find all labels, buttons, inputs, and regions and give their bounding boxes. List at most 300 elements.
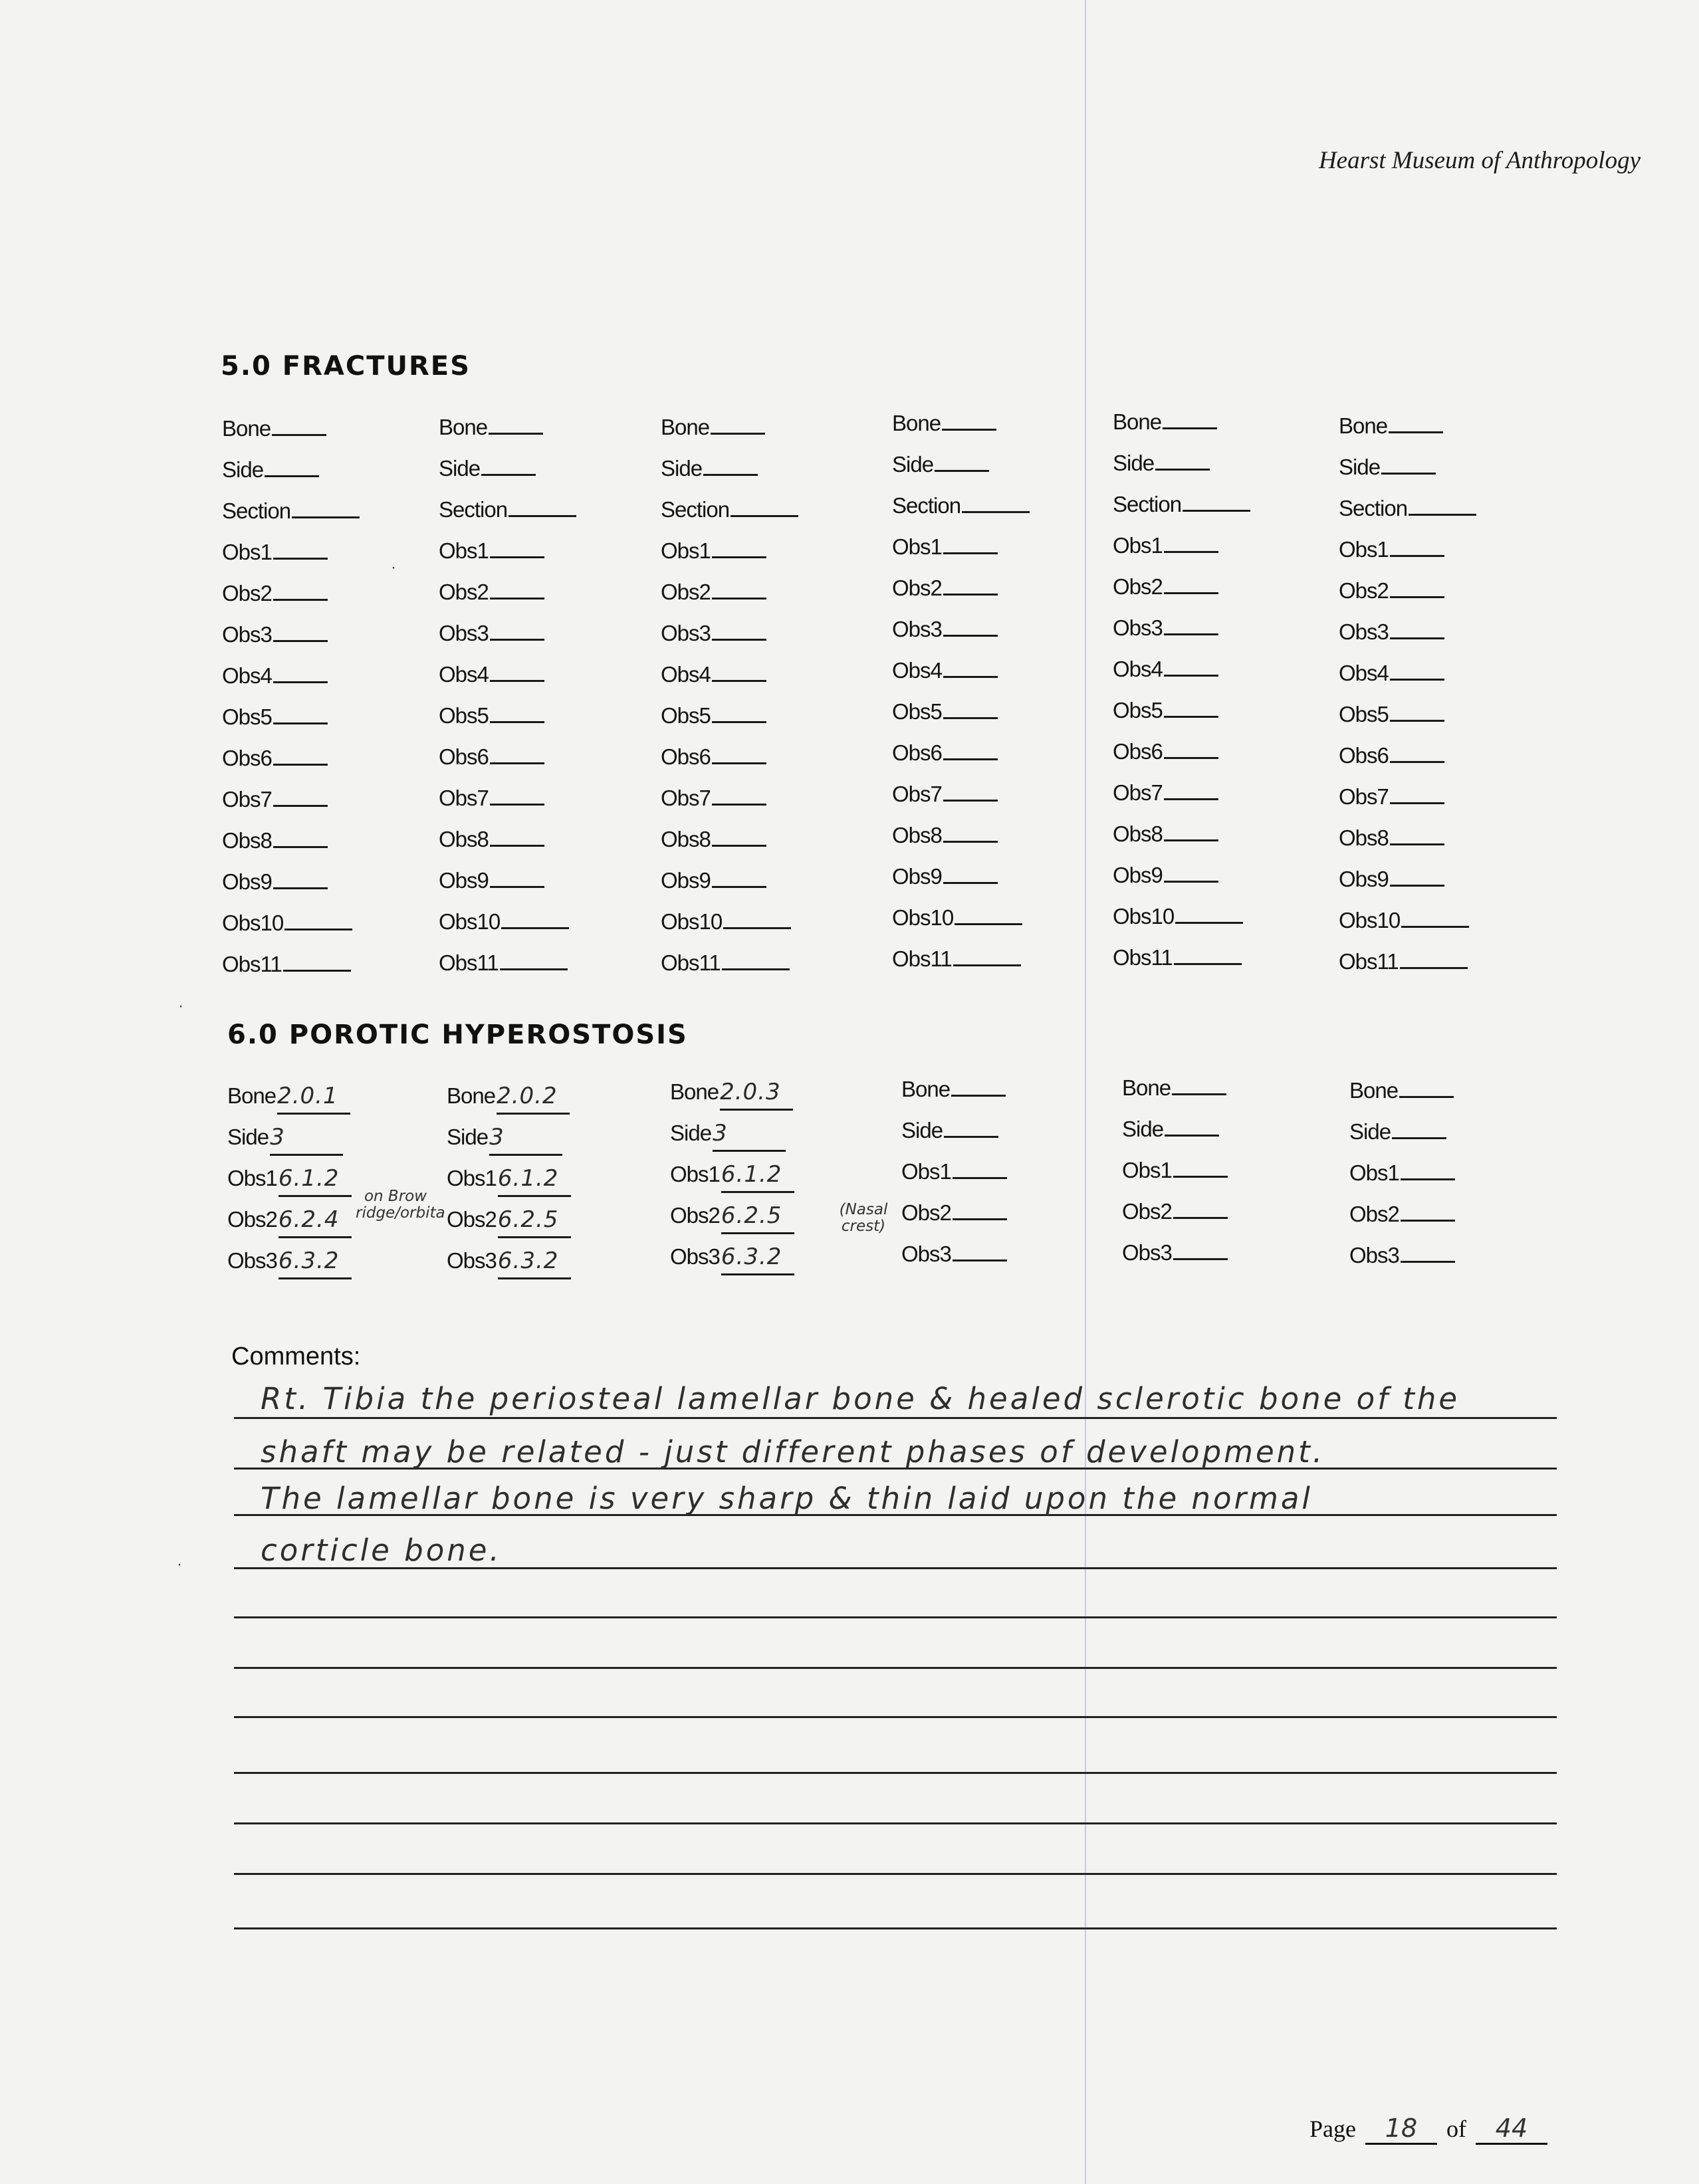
porotic-handwritten-value[interactable]: 6.3.2 bbox=[279, 1251, 352, 1279]
porotic-field bbox=[1122, 1191, 1228, 1232]
fractures-section-title: 5.0 FRACTURES bbox=[221, 351, 471, 382]
fracture-field-label: Obs8 bbox=[439, 827, 489, 851]
porotic-handwritten-value[interactable]: 2.0.1 bbox=[277, 1086, 350, 1115]
institution-header: Hearst Museum of Anthropology bbox=[1318, 147, 1641, 174]
porotic-field-label: Obs1 bbox=[1122, 1158, 1172, 1182]
fracture-field bbox=[1339, 941, 1476, 982]
fracture-field-label: Obs9 bbox=[892, 864, 942, 889]
fracture-input-blank[interactable] bbox=[943, 612, 998, 637]
comment-rule bbox=[234, 1716, 1557, 1718]
fracture-field-label: Obs4 bbox=[661, 662, 711, 687]
porotic-field bbox=[227, 1240, 352, 1281]
porotic-note-nasal-crest: (Nasal crest) bbox=[839, 1201, 888, 1235]
porotic-input-blank[interactable] bbox=[1173, 1194, 1228, 1219]
fracture-input-blank[interactable] bbox=[1390, 532, 1444, 557]
comment-rule bbox=[234, 1772, 1557, 1774]
fracture-field-label: Obs10 bbox=[892, 905, 954, 930]
porotic-field-label: Obs2 bbox=[447, 1207, 497, 1232]
porotic-field-label: Obs2 bbox=[1122, 1199, 1172, 1224]
fracture-input-blank[interactable] bbox=[712, 699, 766, 723]
fracture-field bbox=[1339, 529, 1476, 570]
fracture-field bbox=[661, 695, 798, 736]
fractures-column bbox=[222, 408, 360, 985]
porotic-field bbox=[447, 1240, 571, 1281]
comment-line-4: corticle bone. bbox=[261, 1533, 502, 1568]
fracture-field bbox=[892, 815, 1030, 856]
porotic-note-brow-ridge: on Brow ridge/orbita bbox=[356, 1188, 445, 1222]
fracture-input-blank[interactable] bbox=[712, 740, 766, 764]
fracture-field bbox=[892, 856, 1030, 897]
porotic-field bbox=[1122, 1109, 1228, 1150]
fracture-input-blank[interactable] bbox=[943, 777, 998, 802]
fracture-field-label: Obs11 bbox=[1113, 945, 1173, 970]
fracture-field-label: Obs5 bbox=[661, 703, 711, 728]
porotic-input-blank[interactable] bbox=[1173, 1153, 1228, 1178]
fracture-field bbox=[1113, 443, 1250, 484]
fracture-field bbox=[1113, 772, 1250, 814]
porotic-input-blank[interactable] bbox=[1172, 1071, 1226, 1095]
fracture-field bbox=[661, 778, 798, 819]
fracture-input-blank[interactable] bbox=[1401, 903, 1469, 928]
fractures-column bbox=[1339, 405, 1476, 982]
fracture-input-blank[interactable] bbox=[1164, 570, 1218, 594]
fracture-input-blank[interactable] bbox=[490, 534, 544, 558]
fracture-field-label: Obs3 bbox=[439, 621, 489, 645]
fracture-field bbox=[1339, 488, 1476, 529]
porotic-input-blank[interactable] bbox=[1399, 1073, 1454, 1098]
porotic-field-label: Obs1 bbox=[670, 1162, 720, 1186]
porotic-handwritten-value[interactable]: 3 bbox=[270, 1127, 343, 1156]
porotic-field bbox=[447, 1199, 571, 1240]
fracture-field-label: Bone bbox=[1339, 413, 1388, 438]
porotic-handwritten-value[interactable]: 6.1.2 bbox=[721, 1164, 794, 1193]
of-label: of bbox=[1446, 2116, 1466, 2142]
fracture-input-blank[interactable] bbox=[943, 859, 998, 884]
fracture-field-label: Bone bbox=[892, 411, 941, 435]
page-footer bbox=[1309, 2114, 1557, 2145]
porotic-handwritten-value[interactable]: 6.1.2 bbox=[279, 1168, 352, 1197]
fracture-input-blank[interactable] bbox=[1390, 656, 1444, 681]
fracture-field bbox=[661, 942, 798, 984]
comment-line-3: The lamellar bone is very sharp & thin laid upon the normal bbox=[261, 1481, 1313, 1516]
fracture-input-blank[interactable] bbox=[953, 942, 1021, 966]
fracture-field bbox=[222, 779, 360, 820]
fracture-field-label: Obs11 bbox=[439, 950, 499, 975]
fracture-field bbox=[439, 448, 576, 489]
fracture-field-label: Obs1 bbox=[892, 534, 942, 559]
fracture-input-blank[interactable] bbox=[273, 782, 328, 807]
fracture-field-label: Obs8 bbox=[661, 827, 711, 851]
fracture-input-blank[interactable] bbox=[731, 492, 798, 517]
fracture-field-label: Obs1 bbox=[1339, 537, 1389, 562]
fracture-field bbox=[1113, 731, 1250, 772]
fracture-input-blank[interactable] bbox=[490, 699, 544, 723]
porotic-field-label: Bone bbox=[227, 1083, 277, 1108]
stray-mark: · bbox=[391, 558, 396, 576]
fracture-field-label: Obs9 bbox=[1113, 863, 1163, 887]
fracture-input-blank[interactable] bbox=[272, 411, 326, 436]
porotic-field bbox=[227, 1075, 352, 1117]
fracture-field-label: Obs10 bbox=[439, 909, 501, 934]
fracture-field bbox=[1339, 653, 1476, 694]
fracture-input-blank[interactable] bbox=[943, 736, 998, 760]
fracture-field-label: Side bbox=[661, 456, 703, 481]
fracture-input-blank[interactable] bbox=[273, 576, 328, 601]
fracture-field bbox=[661, 654, 798, 695]
fracture-field bbox=[1113, 855, 1250, 896]
fracture-field bbox=[439, 530, 576, 572]
porotic-input-blank[interactable] bbox=[951, 1072, 1006, 1097]
porotic-field bbox=[227, 1158, 352, 1199]
fracture-input-blank[interactable] bbox=[1390, 821, 1444, 845]
fracture-field bbox=[892, 897, 1030, 938]
stray-mark: · bbox=[178, 997, 183, 1015]
fracture-input-blank[interactable] bbox=[490, 863, 544, 888]
fracture-input-blank[interactable] bbox=[712, 863, 766, 888]
fracture-input-blank[interactable] bbox=[509, 492, 576, 517]
fracture-field-label: Obs11 bbox=[1339, 949, 1399, 974]
porotic-field bbox=[670, 1154, 794, 1195]
fracture-input-blank[interactable] bbox=[711, 410, 765, 435]
fracture-field bbox=[661, 407, 798, 448]
porotic-field-label: Bone bbox=[1122, 1075, 1171, 1100]
fracture-field bbox=[222, 408, 360, 449]
fracture-field-label: Obs7 bbox=[439, 786, 489, 810]
fracture-input-blank[interactable] bbox=[273, 823, 328, 848]
fracture-field bbox=[1339, 611, 1476, 653]
fracture-input-blank[interactable] bbox=[500, 946, 568, 970]
porotic-input-blank[interactable] bbox=[1401, 1197, 1455, 1222]
fracture-field bbox=[892, 485, 1030, 526]
fracture-input-blank[interactable] bbox=[283, 947, 351, 972]
fracture-input-blank[interactable] bbox=[1164, 611, 1218, 635]
fracture-input-blank[interactable] bbox=[1174, 940, 1242, 965]
fracture-input-blank[interactable] bbox=[1164, 693, 1218, 718]
fracture-field-label: Bone bbox=[439, 415, 488, 439]
fracture-field bbox=[661, 448, 798, 489]
fracture-input-blank[interactable] bbox=[712, 534, 766, 558]
fracture-field bbox=[439, 654, 576, 695]
fracture-field-label: Obs9 bbox=[661, 868, 711, 893]
fracture-field bbox=[439, 613, 576, 654]
fracture-field bbox=[892, 650, 1030, 691]
fracture-input-blank[interactable] bbox=[490, 575, 544, 600]
porotic-input-blank[interactable] bbox=[953, 1196, 1007, 1220]
porotic-field bbox=[901, 1234, 1007, 1275]
fracture-field bbox=[1339, 447, 1476, 488]
fracture-field-label: Obs6 bbox=[1113, 739, 1163, 764]
fracture-input-blank[interactable] bbox=[723, 905, 791, 929]
fracture-input-blank[interactable] bbox=[1164, 858, 1218, 883]
porotic-field-label: Obs2 bbox=[1349, 1202, 1399, 1226]
porotic-field bbox=[670, 1113, 794, 1154]
fracture-field-label: Section bbox=[222, 498, 291, 523]
fracture-field bbox=[661, 572, 798, 613]
fracture-input-blank[interactable] bbox=[712, 781, 766, 806]
fracture-field-label: Obs6 bbox=[222, 746, 272, 770]
porotic-field bbox=[1122, 1067, 1228, 1109]
fracture-field-label: Bone bbox=[661, 415, 710, 439]
fracture-input-blank[interactable] bbox=[1390, 697, 1444, 722]
fracture-field-label: Obs2 bbox=[439, 580, 489, 604]
comment-rule bbox=[234, 1616, 1557, 1618]
porotic-field-label: Side bbox=[901, 1118, 943, 1143]
fracture-field bbox=[1113, 937, 1250, 978]
fracture-input-blank[interactable] bbox=[501, 905, 569, 929]
porotic-field-label: Obs1 bbox=[227, 1166, 277, 1190]
fracture-input-blank[interactable] bbox=[1390, 738, 1444, 763]
fracture-input-blank[interactable] bbox=[1400, 944, 1468, 969]
fracture-field-label: Section bbox=[1113, 492, 1182, 516]
fracture-field bbox=[1339, 694, 1476, 735]
fracture-input-blank[interactable] bbox=[1390, 780, 1444, 804]
porotic-field bbox=[447, 1117, 571, 1158]
fracture-field-label: Obs5 bbox=[1339, 702, 1389, 726]
fracture-input-blank[interactable] bbox=[1390, 574, 1444, 598]
fracture-input-blank[interactable] bbox=[273, 741, 328, 766]
fracture-input-blank[interactable] bbox=[1164, 776, 1218, 800]
comment-rule bbox=[234, 1873, 1557, 1875]
fracture-field bbox=[892, 526, 1030, 568]
fracture-field-label: Side bbox=[1113, 451, 1155, 475]
fracture-field bbox=[1339, 735, 1476, 776]
porotic-handwritten-value[interactable]: 6.3.2 bbox=[721, 1247, 794, 1275]
fracture-input-blank[interactable] bbox=[1164, 652, 1218, 677]
fracture-input-blank[interactable] bbox=[490, 781, 544, 806]
porotic-field bbox=[670, 1195, 794, 1236]
fracture-input-blank[interactable] bbox=[712, 616, 766, 641]
fracture-input-blank[interactable] bbox=[490, 657, 544, 682]
fracture-input-blank[interactable] bbox=[712, 575, 766, 600]
fractures-column bbox=[661, 407, 798, 984]
fracture-field-label: Obs10 bbox=[222, 911, 284, 935]
fracture-field bbox=[1339, 900, 1476, 941]
porotic-field-label: Obs3 bbox=[670, 1244, 720, 1269]
fracture-field bbox=[439, 778, 576, 819]
fracture-input-blank[interactable] bbox=[292, 494, 360, 518]
fracture-input-blank[interactable] bbox=[1381, 450, 1436, 475]
porotic-field-label: Obs3 bbox=[901, 1242, 951, 1266]
fracture-field bbox=[439, 819, 576, 860]
fracture-field bbox=[222, 449, 360, 491]
fracture-field-label: Obs2 bbox=[892, 576, 942, 600]
fracture-field-label: Obs2 bbox=[1113, 574, 1163, 599]
porotic-field-label: Obs1 bbox=[1349, 1160, 1399, 1185]
fracture-field bbox=[892, 691, 1030, 732]
fracture-field-label: Obs9 bbox=[222, 869, 272, 894]
porotic-field bbox=[1349, 1194, 1455, 1235]
fracture-field-label: Obs1 bbox=[1113, 533, 1163, 558]
porotic-handwritten-value[interactable]: 6.2.4 bbox=[279, 1210, 352, 1238]
fracture-input-blank[interactable] bbox=[1164, 817, 1218, 841]
fracture-field bbox=[222, 532, 360, 573]
porotic-column bbox=[1122, 1067, 1228, 1273]
fracture-input-blank[interactable] bbox=[273, 865, 328, 889]
fracture-input-blank[interactable] bbox=[943, 653, 998, 678]
porotic-handwritten-value[interactable]: 6.2.5 bbox=[498, 1210, 571, 1238]
fracture-input-blank[interactable] bbox=[481, 451, 536, 476]
porotic-handwritten-value[interactable]: 3 bbox=[713, 1123, 786, 1152]
stray-mark: · bbox=[177, 1555, 182, 1573]
porotic-input-blank[interactable] bbox=[1401, 1156, 1455, 1180]
fracture-field-label: Bone bbox=[1113, 409, 1162, 434]
fracture-input-blank[interactable] bbox=[490, 740, 544, 764]
fractures-column bbox=[892, 403, 1030, 980]
porotic-handwritten-value[interactable]: 6.2.5 bbox=[721, 1206, 794, 1234]
fracture-field bbox=[1113, 607, 1250, 649]
porotic-input-blank[interactable] bbox=[1165, 1112, 1219, 1137]
fracture-field-label: Obs10 bbox=[661, 909, 723, 934]
fracture-input-blank[interactable] bbox=[273, 535, 328, 560]
fracture-field-label: Obs2 bbox=[661, 580, 711, 604]
comment-line-2: shaft may be related - just different phases of development. bbox=[261, 1434, 1325, 1470]
porotic-field bbox=[901, 1151, 1007, 1192]
fracture-field bbox=[439, 572, 576, 613]
fracture-input-blank[interactable] bbox=[1183, 487, 1250, 512]
porotic-input-blank[interactable] bbox=[1392, 1115, 1446, 1139]
fracture-input-blank[interactable] bbox=[962, 489, 1030, 513]
fracture-input-blank[interactable] bbox=[284, 906, 352, 930]
fracture-field bbox=[222, 903, 360, 944]
fracture-input-blank[interactable] bbox=[943, 818, 998, 843]
fracture-field bbox=[661, 819, 798, 860]
fracture-input-blank[interactable] bbox=[1390, 615, 1444, 639]
fracture-input-blank[interactable] bbox=[712, 822, 766, 847]
fracture-field bbox=[1339, 405, 1476, 447]
fracture-input-blank[interactable] bbox=[1389, 409, 1443, 433]
fracture-field bbox=[1113, 525, 1250, 566]
fracture-input-blank[interactable] bbox=[1390, 862, 1444, 887]
fracture-field bbox=[661, 901, 798, 942]
fracture-field bbox=[892, 609, 1030, 650]
porotic-input-blank[interactable] bbox=[944, 1113, 998, 1138]
fracture-field-label: Obs6 bbox=[892, 740, 942, 765]
fracture-field bbox=[661, 860, 798, 901]
fractures-column bbox=[1113, 401, 1250, 978]
fracture-field bbox=[439, 736, 576, 778]
fracture-field-label: Obs1 bbox=[439, 538, 489, 563]
porotic-field-label: Obs3 bbox=[1349, 1243, 1399, 1267]
fracture-field-label: Obs5 bbox=[439, 703, 489, 728]
comments-label: Comments: bbox=[231, 1343, 361, 1370]
fracture-field-label: Obs9 bbox=[439, 868, 489, 893]
fracture-field bbox=[1113, 401, 1250, 443]
fracture-input-blank[interactable] bbox=[943, 571, 998, 596]
fracture-input-blank[interactable] bbox=[1175, 899, 1243, 924]
fracture-field-label: Obs6 bbox=[661, 744, 711, 769]
fracture-input-blank[interactable] bbox=[935, 447, 989, 472]
fracture-input-blank[interactable] bbox=[1155, 446, 1210, 471]
porotic-column bbox=[901, 1069, 1007, 1275]
fracture-field-label: Obs5 bbox=[1113, 698, 1163, 722]
porotic-input-blank[interactable] bbox=[1401, 1238, 1455, 1263]
fracture-field-label: Obs5 bbox=[892, 699, 942, 724]
fracture-input-blank[interactable] bbox=[703, 451, 758, 476]
fracture-field-label: Obs11 bbox=[661, 950, 721, 975]
fracture-input-blank[interactable] bbox=[1163, 405, 1217, 429]
fracture-field bbox=[222, 738, 360, 779]
fracture-input-blank[interactable] bbox=[265, 453, 319, 477]
fracture-input-blank[interactable] bbox=[722, 946, 790, 970]
fracture-field-label: Obs1 bbox=[661, 538, 711, 563]
fracture-input-blank[interactable] bbox=[943, 695, 998, 719]
fracture-input-blank[interactable] bbox=[273, 659, 328, 683]
fracture-input-blank[interactable] bbox=[490, 822, 544, 847]
page-label: Page bbox=[1309, 2116, 1356, 2142]
fracture-field bbox=[1339, 818, 1476, 859]
porotic-field-label: Obs1 bbox=[447, 1166, 497, 1190]
fracture-field-label: Obs2 bbox=[222, 581, 272, 605]
fracture-input-blank[interactable] bbox=[490, 616, 544, 641]
fracture-field-label: Obs10 bbox=[1339, 908, 1401, 932]
fracture-input-blank[interactable] bbox=[273, 700, 328, 724]
porotic-handwritten-value[interactable]: 6.3.2 bbox=[498, 1251, 571, 1279]
fracture-field-label: Obs9 bbox=[1339, 867, 1389, 891]
fracture-field-label: Obs4 bbox=[892, 658, 942, 683]
porotic-input-blank[interactable] bbox=[1173, 1236, 1228, 1260]
porotic-column bbox=[670, 1071, 794, 1277]
porotic-field-label: Side bbox=[670, 1121, 712, 1145]
fracture-field bbox=[222, 614, 360, 655]
fracture-field bbox=[439, 695, 576, 736]
fracture-field-label: Obs8 bbox=[892, 823, 942, 847]
porotic-field-label: Side bbox=[1349, 1119, 1391, 1144]
fracture-field bbox=[892, 444, 1030, 485]
porotic-handwritten-value[interactable]: 6.1.2 bbox=[498, 1168, 571, 1197]
fracture-input-blank[interactable] bbox=[943, 530, 998, 554]
fracture-input-blank[interactable] bbox=[1164, 528, 1218, 553]
fracture-field-label: Obs10 bbox=[1113, 904, 1175, 928]
porotic-field bbox=[1349, 1152, 1455, 1194]
fracture-field-label: Obs8 bbox=[222, 828, 272, 853]
comment-rule bbox=[234, 1927, 1557, 1929]
fracture-field bbox=[222, 820, 360, 861]
porotic-input-blank[interactable] bbox=[953, 1237, 1007, 1261]
porotic-field-label: Obs3 bbox=[447, 1248, 497, 1273]
fracture-field bbox=[222, 655, 360, 697]
fracture-field-label: Obs7 bbox=[1113, 780, 1163, 805]
porotic-input-blank[interactable] bbox=[953, 1154, 1007, 1179]
porotic-handwritten-value[interactable]: 2.0.3 bbox=[720, 1082, 793, 1111]
fracture-field-label: Side bbox=[222, 457, 264, 482]
fracture-field-label: Section bbox=[439, 497, 508, 522]
fracture-field bbox=[222, 861, 360, 903]
fracture-field-label: Obs5 bbox=[222, 705, 272, 729]
fracture-field bbox=[892, 774, 1030, 815]
fracture-input-blank[interactable] bbox=[712, 657, 766, 682]
fracture-field bbox=[892, 732, 1030, 774]
fracture-field bbox=[1339, 570, 1476, 611]
fracture-field bbox=[1113, 484, 1250, 525]
fracture-input-blank[interactable] bbox=[955, 901, 1022, 925]
porotic-field bbox=[447, 1158, 571, 1199]
fracture-field-label: Obs4 bbox=[1339, 661, 1389, 685]
fracture-input-blank[interactable] bbox=[273, 617, 328, 642]
porotic-handwritten-value[interactable]: 3 bbox=[489, 1127, 562, 1156]
fracture-input-blank[interactable] bbox=[942, 406, 996, 431]
fracture-input-blank[interactable] bbox=[1164, 734, 1218, 759]
fracture-field-label: Obs3 bbox=[892, 617, 942, 641]
fracture-field-label: Obs11 bbox=[892, 946, 952, 971]
fracture-field-label: Section bbox=[1339, 496, 1408, 520]
porotic-field bbox=[1349, 1070, 1455, 1111]
porotic-field-label: Obs3 bbox=[227, 1248, 277, 1273]
porotic-column bbox=[227, 1075, 352, 1281]
fracture-input-blank[interactable] bbox=[489, 410, 543, 435]
fracture-input-blank[interactable] bbox=[1409, 491, 1476, 516]
fracture-field bbox=[661, 489, 798, 530]
porotic-handwritten-value[interactable]: 2.0.2 bbox=[497, 1086, 570, 1115]
